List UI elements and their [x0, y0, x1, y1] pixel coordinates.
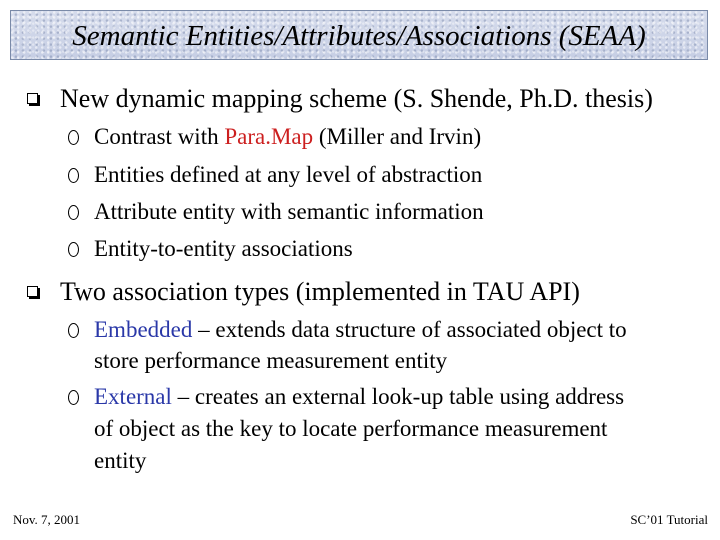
external-highlight: External — [94, 384, 172, 409]
ring-bullet-icon — [68, 168, 79, 183]
external-line-2: of object as the key to locate performance measurement — [94, 416, 608, 441]
paramap-highlight: Para.Map — [224, 124, 314, 149]
sub-bullet-contrast — [94, 121, 481, 153]
embedded-line-2: store performance measurement entity — [94, 348, 448, 373]
ring-bullet-icon — [68, 130, 79, 145]
external-line-1: – creates an external look-up table using address — [171, 384, 625, 409]
embedded-highlight: Embedded — [94, 317, 193, 342]
external-line-3: entity — [94, 448, 147, 473]
sub-bullet-attribute: Attribute entity with semantic information — [94, 199, 484, 224]
footer-event: SC’01 Tutorial — [630, 512, 708, 527]
ring-bullet-icon — [68, 390, 79, 405]
slide-title: Semantic Entities/Attributes/Associations (SEAA) — [72, 20, 646, 52]
sub-bullet-external — [94, 381, 624, 413]
bullet-mapping-scheme: New dynamic mapping scheme (S. Shende, Ph.D. thesis) — [60, 84, 653, 113]
title-banner — [10, 10, 708, 60]
square-bullet-icon — [27, 286, 38, 297]
bullet-association-types: Two association types (implemented in TAU API) — [60, 277, 580, 306]
sub-bullet-entities: Entities defined at any level of abstraction — [94, 162, 483, 187]
embedded-line-1: – extends data structure of associated object to — [192, 317, 627, 342]
ring-bullet-icon — [68, 323, 79, 338]
sub-bullet-contrast-pre: Contrast with — [94, 124, 225, 149]
square-bullet-icon — [27, 93, 38, 104]
sub-bullet-associations: Entity-to-entity associations — [94, 236, 353, 261]
footer-date: Nov. 7, 2001 — [13, 512, 81, 527]
sub-bullet-contrast-post: (Miller and Irvin) — [313, 124, 482, 149]
ring-bullet-icon — [68, 205, 79, 220]
ring-bullet-icon — [68, 242, 79, 257]
sub-bullet-embedded — [94, 314, 627, 346]
